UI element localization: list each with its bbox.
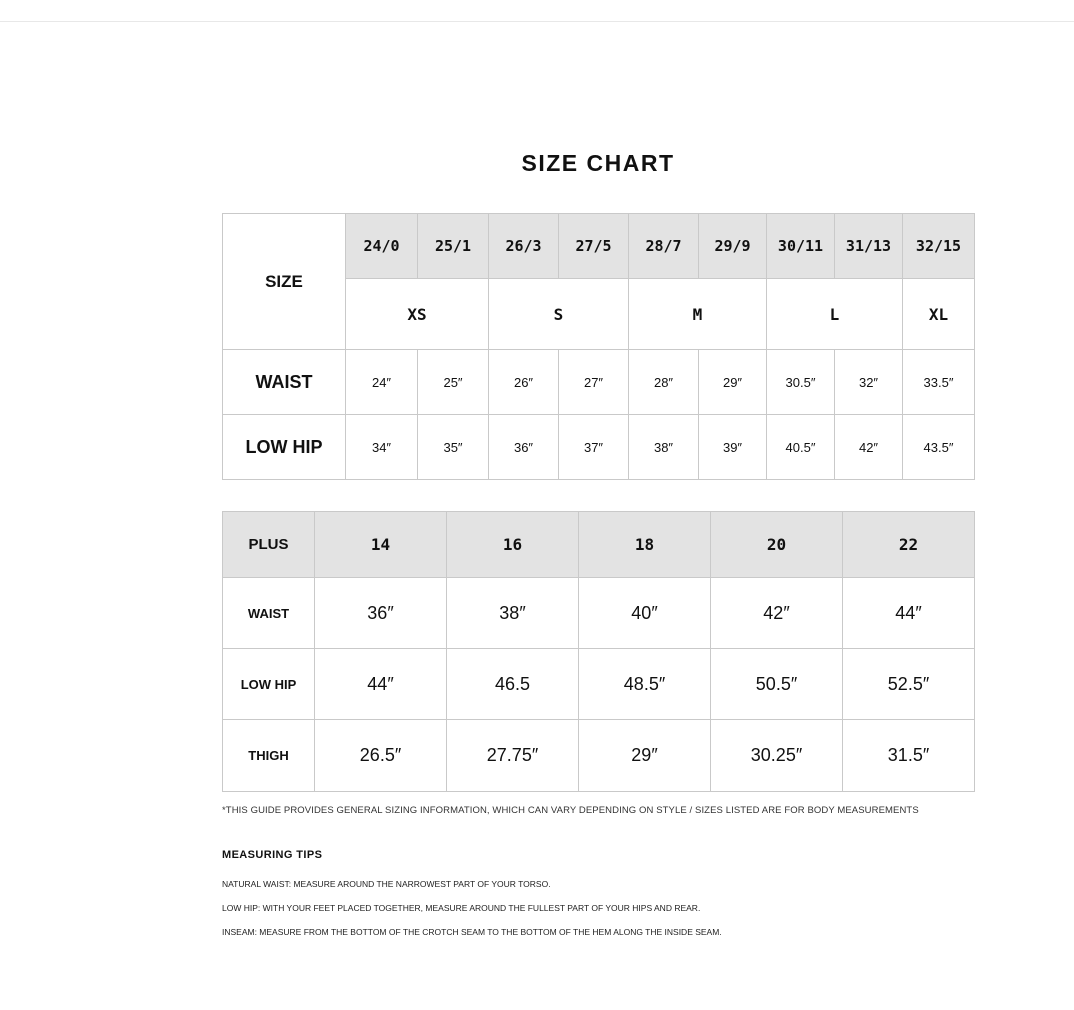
size-group-cell: XS xyxy=(346,279,489,350)
table-cell: 48.5″ xyxy=(579,649,711,720)
table-cell: 27.75″ xyxy=(447,720,579,792)
table-cell: 44″ xyxy=(843,578,975,649)
table-cell: 32″ xyxy=(835,350,903,415)
table-cell: 25″ xyxy=(418,350,489,415)
table-cell: 26.5″ xyxy=(315,720,447,792)
table-cell: 50.5″ xyxy=(711,649,843,720)
size-group-cell: XL xyxy=(903,279,975,350)
table-cell: 34″ xyxy=(346,415,418,480)
table-cell: 44″ xyxy=(315,649,447,720)
table-cell: 30.25″ xyxy=(711,720,843,792)
measuring-tip: LOW HIP: WITH YOUR FEET PLACED TOGETHER, MEASURE AROUND THE FULLEST PART OF YOUR HIPS AND REAR. xyxy=(222,903,701,913)
table-cell: 30.5″ xyxy=(767,350,835,415)
table-cell: 36″ xyxy=(315,578,447,649)
size-label: SIZE xyxy=(223,214,346,350)
top-divider xyxy=(0,21,1074,22)
table-row xyxy=(223,578,975,649)
plus-label: PLUS xyxy=(223,512,315,578)
table-cell: 52.5″ xyxy=(843,649,975,720)
table-cell: 38″ xyxy=(629,415,699,480)
plus-size-header-cell: 22 xyxy=(843,512,975,578)
size-header-cell: 27/5 xyxy=(559,214,629,279)
measuring-tip: INSEAM: MEASURE FROM THE BOTTOM OF THE CROTCH SEAM TO THE BOTTOM OF THE HEM ALONG THE INSIDE SEAM. xyxy=(222,927,722,937)
page-title: SIZE CHART xyxy=(521,150,675,176)
size-table xyxy=(222,213,975,480)
table-cell: 43.5″ xyxy=(903,415,975,480)
row-label: LOW HIP xyxy=(223,415,346,480)
table-cell: 40″ xyxy=(579,578,711,649)
row-label: WAIST xyxy=(223,350,346,415)
size-header-cell: 24/0 xyxy=(346,214,418,279)
measuring-tips-heading: MEASURING TIPS xyxy=(222,849,323,861)
size-group-cell: L xyxy=(767,279,903,350)
table-cell: 28″ xyxy=(629,350,699,415)
table-cell: 33.5″ xyxy=(903,350,975,415)
plus-size-table xyxy=(222,511,975,792)
table-cell: 37″ xyxy=(559,415,629,480)
sizing-disclaimer: *THIS GUIDE PROVIDES GENERAL SIZING INFORMATION, WHICH CAN VARY DEPENDING ON STYLE / SIZES LISTED ARE FOR BODY MEASUREMENTS xyxy=(222,805,919,816)
table-cell: 46.5 xyxy=(447,649,579,720)
size-header-cell: 31/13 xyxy=(835,214,903,279)
size-header-cell: 32/15 xyxy=(903,214,975,279)
measuring-tip: NATURAL WAIST: MEASURE AROUND THE NARROWEST PART OF YOUR TORSO. xyxy=(222,879,551,889)
plus-size-header-cell: 20 xyxy=(711,512,843,578)
table-row xyxy=(223,720,975,792)
table-cell: 29″ xyxy=(579,720,711,792)
row-label: THIGH xyxy=(223,720,315,792)
table-cell: 39″ xyxy=(699,415,767,480)
table-cell: 42″ xyxy=(835,415,903,480)
table-cell: 36″ xyxy=(489,415,559,480)
table-cell: 42″ xyxy=(711,578,843,649)
size-header-cell: 30/11 xyxy=(767,214,835,279)
table-cell: 24″ xyxy=(346,350,418,415)
table-cell: 27″ xyxy=(559,350,629,415)
size-header-cell: 25/1 xyxy=(418,214,489,279)
table-cell: 29″ xyxy=(699,350,767,415)
table-cell: 38″ xyxy=(447,578,579,649)
plus-size-header-cell: 14 xyxy=(315,512,447,578)
table-row xyxy=(223,415,975,480)
row-label: WAIST xyxy=(223,578,315,649)
table-cell: 35″ xyxy=(418,415,489,480)
table-row xyxy=(223,350,975,415)
table-cell: 40.5″ xyxy=(767,415,835,480)
size-header-cell: 29/9 xyxy=(699,214,767,279)
table-row xyxy=(223,649,975,720)
plus-size-header-cell: 18 xyxy=(579,512,711,578)
size-group-cell: S xyxy=(489,279,629,350)
plus-size-header-cell: 16 xyxy=(447,512,579,578)
table-cell: 31.5″ xyxy=(843,720,975,792)
size-group-cell: M xyxy=(629,279,767,350)
table-cell: 26″ xyxy=(489,350,559,415)
row-label: LOW HIP xyxy=(223,649,315,720)
size-header-cell: 28/7 xyxy=(629,214,699,279)
size-header-cell: 26/3 xyxy=(489,214,559,279)
